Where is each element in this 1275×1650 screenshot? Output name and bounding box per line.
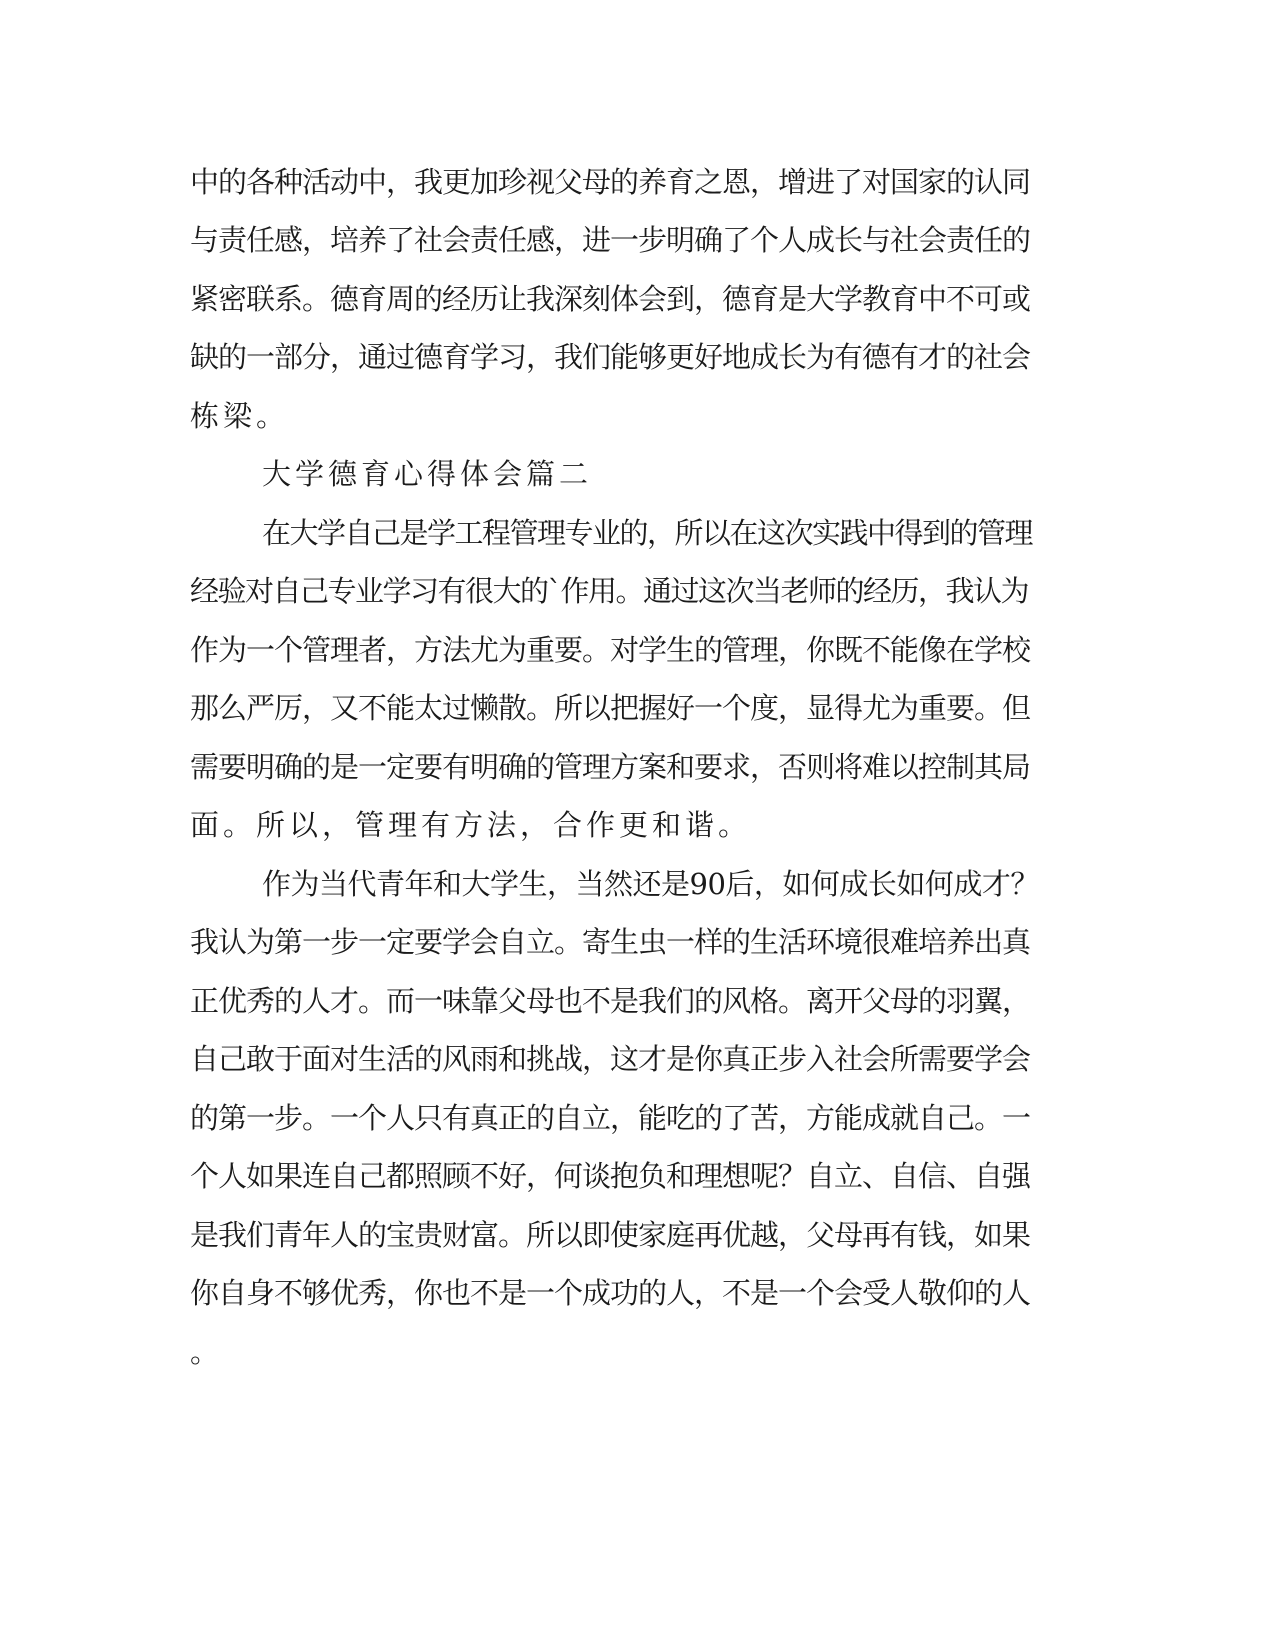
paragraph-line: 需要明确的是一定要有明确的管理方案和要求，否则将难以控制其局 [190, 750, 1031, 784]
paragraph-line: 正优秀的人才。而一味靠父母也不是我们的风格。离开父母的羽翼， [190, 984, 1031, 1018]
paragraph-line: 中的各种活动中，我更加珍视父母的养育之恩，增进了对国家的认同 [190, 165, 1031, 199]
paragraph-line: 面。所以，管理有方法，合作更和谐。 [190, 808, 752, 842]
paragraph-line: 作为一个管理者，方法尤为重要。对学生的管理，你既不能像在学校 [190, 633, 1031, 667]
paragraph-line: 与责任感，培养了社会责任感，进一步明确了个人成长与社会责任的 [190, 223, 1031, 257]
paragraph-line: 的第一步。一个人只有真正的自立，能吃的了苦，方能成就自己。一 [190, 1101, 1031, 1135]
paragraph-line: 个人如果连自己都照顾不好，何谈抱负和理想呢？自立、自信、自强 [190, 1159, 1031, 1193]
paragraph-line: 作为当代青年和大学生，当然还是90后，如何成长如何成才？ [262, 867, 1039, 901]
paragraph-line: 紧密联系。德育周的经历让我深刻体会到，德育是大学教育中不可或 [190, 282, 1031, 316]
paragraph-line: 自己敢于面对生活的风雨和挑战，这才是你真正步入社会所需要学会 [190, 1042, 1031, 1076]
paragraph-line: 那么严厉，又不能太过懒散。所以把握好一个度，显得尤为重要。但 [190, 691, 1031, 725]
paragraph-line: 是我们青年人的宝贵财富。所以即使家庭再优越，父母再有钱，如果 [190, 1218, 1031, 1252]
paragraph-line: 在大学自己是学工程管理专业的，所以在这次实践中得到的管理 [262, 516, 1033, 550]
paragraph-line: 缺的一部分，通过德育学习，我们能够更好地成长为有德有才的社会 [190, 340, 1031, 374]
paragraph-line: 栋梁。 [190, 399, 290, 433]
paragraph-line: 经验对自己专业学习有很大的`作用。通过这次当老师的经历，我认为 [190, 574, 1029, 608]
paragraph-line: 。 [190, 1335, 224, 1369]
paragraph-line: 我认为第一步一定要学会自立。寄生虫一样的生活环境很难培养出真 [190, 925, 1031, 959]
paragraph-line: 你自身不够优秀，你也不是一个成功的人，不是一个会受人敬仰的人 [190, 1276, 1031, 1310]
section-heading: 大学德育心得体会篇二 [262, 457, 593, 491]
